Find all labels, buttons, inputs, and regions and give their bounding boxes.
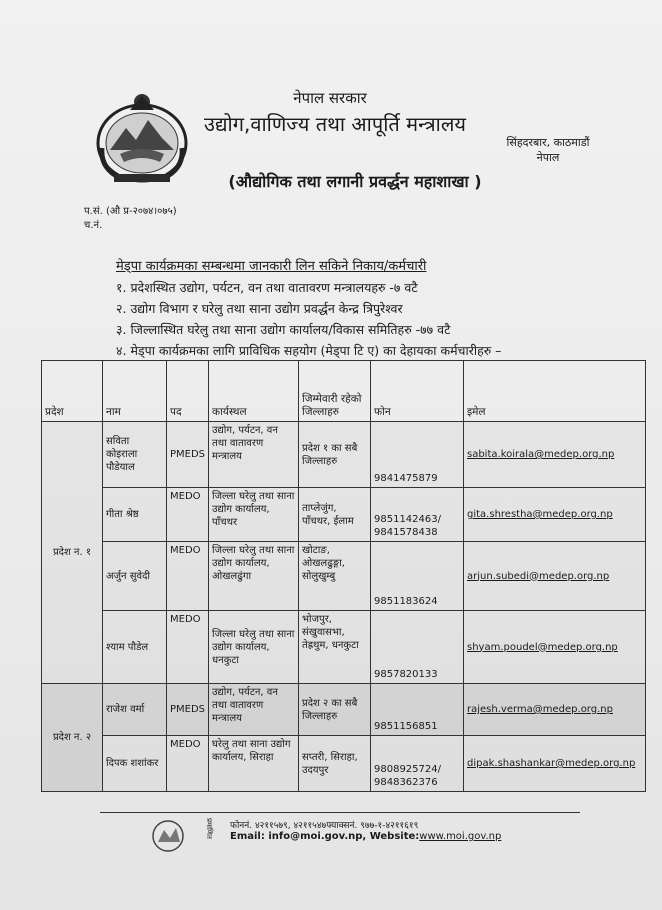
staff-workplace: घरेलु तथा साना उद्योग कार्यालय, सिराहा	[209, 736, 299, 792]
footer-email: Email: info@moi.gov.np, Website:	[230, 831, 420, 842]
staff-email-link[interactable]: sabita.koirala@medep.org.np	[464, 422, 646, 488]
branch-name: (औद्योगिक तथा लगानी प्रवर्द्धन महाशाखा )	[228, 172, 482, 191]
staff-phone: 9851142463/ 9841578438	[371, 488, 464, 542]
footer-side-mark: प्रमाणित	[205, 818, 213, 839]
footer-phone: फोननं. ४२११५७९, ४२११५४७फ्याक्सनं. ९७७-१-४२११६१९	[230, 821, 419, 831]
staff-name: अर्जुन सुवेदी	[103, 542, 167, 611]
column-header-phone: फोन	[371, 361, 464, 422]
staff-contact-table	[41, 360, 646, 792]
staff-phone: 9808925724/ 9848362376	[371, 736, 464, 792]
footer-contact	[230, 831, 501, 842]
staff-districts: प्रदेश १ का सबै जिल्लाहरु	[299, 422, 371, 488]
nepal-emblem-logo	[90, 88, 194, 188]
table-row	[42, 611, 646, 684]
reference-block	[84, 205, 177, 233]
staff-name: गीता श्रेष्ठ	[103, 488, 167, 542]
staff-name: श्याम पौडेल	[103, 611, 167, 684]
table-row	[42, 736, 646, 792]
staff-name: दिपक शशांकर	[103, 736, 167, 792]
staff-workplace: जिल्ला घरेलु तथा साना उद्योग कार्यालय, ओखलढुंगा	[209, 542, 299, 611]
staff-post: MEDO	[167, 488, 209, 542]
staff-email-link[interactable]: arjun.subedi@medep.org.np	[464, 542, 646, 611]
list-item: १. प्रदेशस्थित उद्योग, पर्यटन, वन तथा वातावरण मन्त्रालयहरु -७ वटै	[116, 280, 418, 295]
staff-post: PMEDS	[167, 684, 209, 736]
staff-post: MEDO	[167, 736, 209, 792]
staff-phone: 9841475879	[371, 422, 464, 488]
dispatch-number: च.नं.	[84, 220, 103, 231]
table-row	[42, 488, 646, 542]
staff-name: राजेश वर्मा	[103, 684, 167, 736]
staff-districts: भोजपुर, संखुवासभा, तेह्रथुम, धनकुटा	[299, 611, 371, 684]
staff-districts: खोटाङ, ओखलढुङ्गा, सोलुखुम्बु	[299, 542, 371, 611]
table-row	[42, 684, 646, 736]
column-header-email: इमेल	[464, 361, 646, 422]
staff-phone: 9851183624	[371, 542, 464, 611]
staff-districts: सप्तरी, सिराहा, उदयपुर	[299, 736, 371, 792]
staff-workplace: जिल्ला घरेलु तथा साना उद्योग कार्यालय, पाँचथर	[209, 488, 299, 542]
agency-list	[116, 277, 501, 361]
staff-email-link[interactable]: rajesh.verma@medep.org.np	[464, 684, 646, 736]
ministry-seal-icon	[148, 818, 188, 854]
table-row	[42, 422, 646, 488]
staff-workplace: जिल्ला घरेलु तथा साना उद्योग कार्यालय, धनकुटा	[209, 611, 299, 684]
table-row	[42, 542, 646, 611]
column-header-post: पद	[167, 361, 209, 422]
staff-districts: ताप्लेजुंग, पाँचथर, ईलाम	[299, 488, 371, 542]
footer-divider	[100, 812, 580, 813]
column-header-name: नाम	[103, 361, 167, 422]
table-header-row	[42, 361, 646, 422]
list-item: २. उद्योग विभाग र घरेलु तथा साना उद्योग प्रवर्द्धन केन्द्र त्रिपुरेश्वर	[116, 301, 403, 316]
column-header-workplace: कार्यस्थल	[209, 361, 299, 422]
staff-workplace: उद्योग, पर्यटन, वन तथा वातावरण मन्त्रालय	[209, 684, 299, 736]
staff-phone: 9851156851	[371, 684, 464, 736]
staff-post: PMEDS	[167, 422, 209, 488]
staff-workplace: उद्योग, पर्यटन, वन तथा वातावरण मन्त्रालय	[209, 422, 299, 488]
column-header-districts: जिम्मेवारी रहेको जिल्लाहरु	[299, 361, 371, 422]
province-cell: प्रदेश न. २	[42, 684, 103, 792]
address-line1: सिंहदरबार, काठमाडौं	[506, 136, 590, 149]
ministry-name: उद्योग,वाणिज्य तथा आपूर्ति मन्त्रालय	[204, 112, 466, 136]
government-name: नेपाल सरकार	[293, 89, 367, 107]
staff-post: MEDO	[167, 542, 209, 611]
section-title: मेड्पा कार्यक्रमका सम्बन्धमा जानकारी लिन सकिने निकाय/कर्मचारी	[116, 259, 427, 274]
list-item: ३. जिल्लास्थित घरेलु तथा साना उद्योग कार्यालय/विकास समितिहरु -७७ वटै	[116, 322, 451, 337]
reference-number: प.सं. (औ प्र-२०७४।०७५)	[84, 206, 177, 217]
staff-email-link[interactable]: gita.shrestha@medep.org.np	[464, 488, 646, 542]
staff-districts: प्रदेश २ का सबै जिल्लाहरु	[299, 684, 371, 736]
province-cell: प्रदेश न. १	[42, 422, 103, 684]
staff-phone: 9857820133	[371, 611, 464, 684]
list-item: ४. मेड्पा कार्यक्रमका लागि प्राविधिक सहयोग (मेड्पा टि ए) का देहायका कर्मचारीहरु –	[116, 343, 502, 358]
office-address	[498, 135, 598, 165]
footer-website-link[interactable]: www.moi.gov.np	[419, 831, 502, 842]
address-line2: नेपाल	[536, 151, 560, 164]
staff-post: MEDO	[167, 611, 209, 684]
staff-name: सविता कोइराला पौडेयाल	[103, 422, 167, 488]
staff-email-link[interactable]: dipak.shashankar@medep.org.np	[464, 736, 646, 792]
staff-email-link[interactable]: shyam.poudel@medep.org.np	[464, 611, 646, 684]
column-header-province: प्रदेश	[42, 361, 103, 422]
